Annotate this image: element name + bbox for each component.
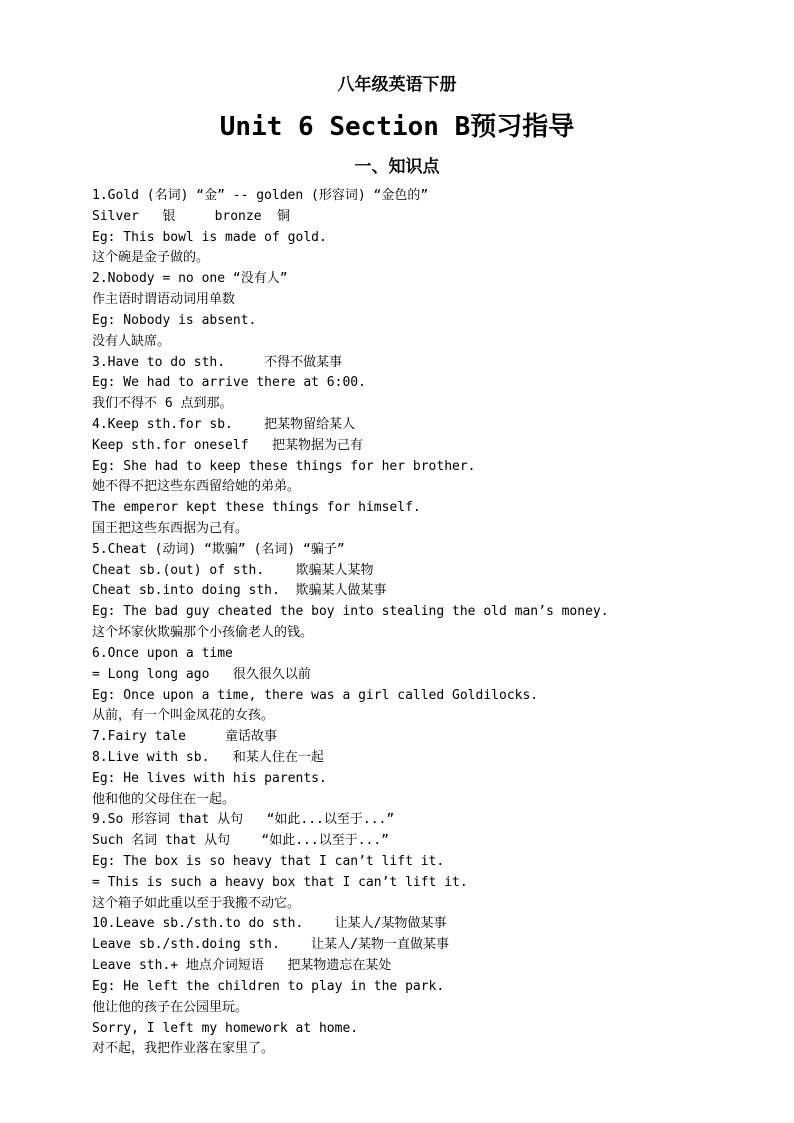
text-line: 9.So 形容词 that 从句 “如此...以至于...” [92,812,395,828]
text-line: 5.Cheat (动词) “欺骗” (名词) “骗子” [92,541,345,557]
text-line: 没有人缺席。 [92,333,171,349]
text-line: Cheat sb.into doing sth. 欺骗某人做某事 [92,583,387,599]
text-line: 10.Leave sb./sth.to do sth. 让某人/某物做某事 [92,916,447,932]
text-line: 他和他的父母住在一起。 [92,791,236,807]
text-line: 对不起，我把作业落在家里了。 [92,1041,275,1057]
text-line: 她不得不把这些东西留给她的弟弟。 [92,479,301,495]
text-line: Eg: She had to keep these things for her brother. [92,458,476,474]
text-line: Eg: He left the children to play in the park. [92,978,445,994]
text-line: 这个箱子如此重以至于我搬不动它。 [92,895,301,911]
text-line: = Long long ago 很久很久以前 [92,666,311,682]
text-line: The emperor kept these things for himself. [92,500,421,516]
grade-title: 八年级英语下册 [337,75,457,95]
text-line: Sorry, I left my homework at home. [92,1020,359,1036]
text-line: 这个碗是金子做的。 [92,250,210,266]
text-line: Eg: Nobody is absent. [92,312,257,328]
text-line: Eg: Once upon a time, there was a girl called Goldilocks. [92,687,539,703]
text-line: 国王把这些东西据为己有。 [92,521,249,536]
text-line: 3.Have to do sth. 不得不做某事 [92,354,343,370]
unit-title: Unit 6 Section B预习指导 [219,112,575,142]
text-line: Eg: The bad guy cheated the boy into stealing the old man’s money. [92,604,609,620]
text-line: Keep sth.for oneself 把某物据为己有 [92,437,364,453]
text-line: 他让他的孩子在公园里玩。 [92,999,249,1015]
text-line: 7.Fairy tale 童话故事 [92,729,278,745]
text-line: Leave sb./sth.doing sth. 让某人/某物一直做某事 [92,937,449,953]
text-line: = This is such a heavy box that I can’t lift it. [92,874,468,890]
knowledge-points [92,186,772,1060]
text-line: 1.Gold (名词) “金” -- golden (形容词) “金色的” [92,188,429,203]
text-line: 作主语时谓语动词用单数 [92,292,236,308]
text-line: Eg: This bowl is made of gold. [92,229,327,245]
text-line: 这个坏家伙欺骗那个小孩偷老人的钱。 [92,625,314,641]
text-line: 2.Nobody = no one “没有人” [92,271,288,287]
text-line: Eg: He lives with his parents. [92,770,327,786]
section-title: 一、知识点 [354,157,440,177]
text-line: Such 名词 that 从句 “如此...以至于...” [92,833,390,849]
text-line: 从前，有一个叫金凤花的女孩。 [92,708,275,724]
text-line: 6.Once upon a time [92,645,233,661]
text-line: Silver 银 bronze 铜 [92,208,291,224]
text-line: Eg: We had to arrive there at 6:00. [92,375,366,391]
text-line: Leave sth.+ 地点介词短语 把某物遗忘在某处 [92,958,392,974]
text-line: 我们不得不 6 点到那。 [92,396,233,412]
text-line: 4.Keep sth.for sb. 把某物留给某人 [92,416,356,432]
text-line: 8.Live with sb. 和某人住在一起 [92,749,324,765]
text-line: Cheat sb.(out) of sth. 欺骗某人某物 [92,562,374,578]
text-line: Eg: The box is so heavy that I can’t lift it. [92,854,445,869]
